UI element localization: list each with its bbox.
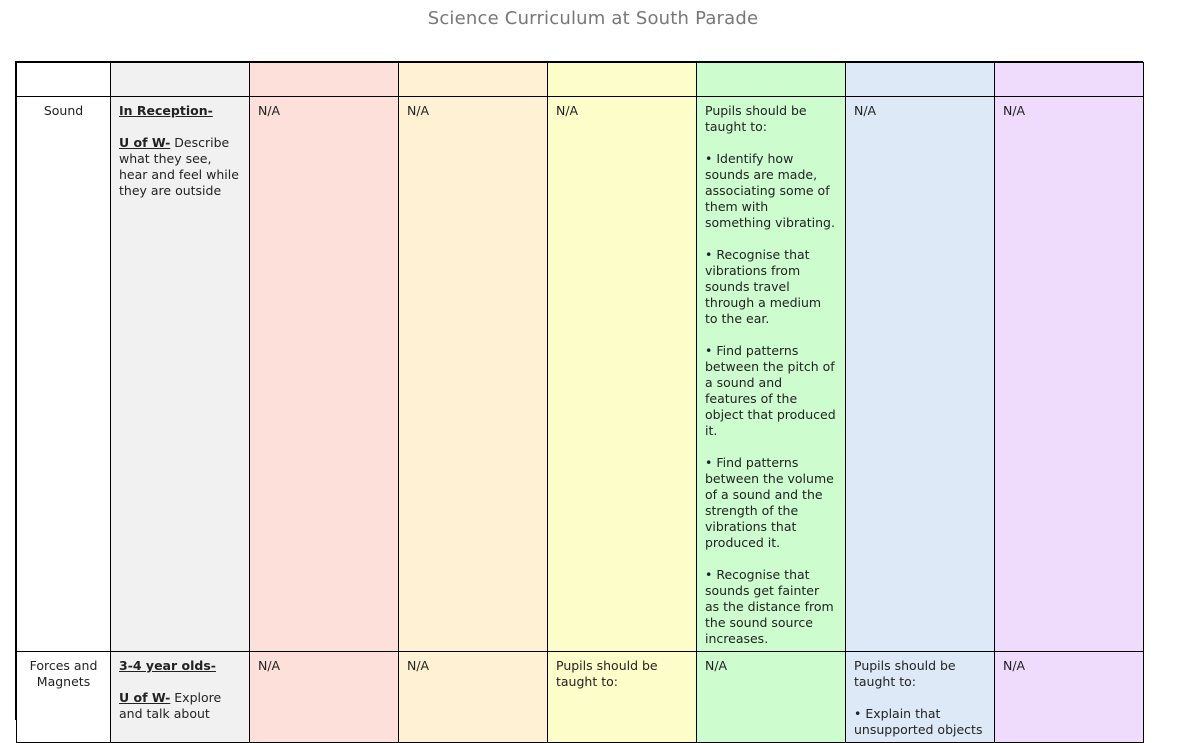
header-cell-col5	[846, 63, 995, 97]
topic-cell: Sound	[17, 97, 111, 652]
eyfs-label: U of W-	[119, 690, 171, 705]
na-cell: N/A	[995, 97, 1144, 652]
objective-item: • Find patterns between the pitch of a sound and features of the object that produced it.	[705, 343, 836, 438]
objective-item: • Recognise that vibrations from sounds travel through a medium to the ear.	[705, 247, 822, 326]
header-cell-col6	[995, 63, 1144, 97]
header-cell-col2	[399, 63, 548, 97]
na-cell: N/A	[399, 97, 548, 652]
eyfs-body: Explore and talk about	[119, 690, 222, 721]
header-cell-col3	[548, 63, 697, 97]
na-cell: N/A	[995, 652, 1144, 743]
na-cell: N/A	[250, 97, 399, 652]
header-cell-col4	[697, 63, 846, 97]
eyfs-text	[119, 135, 241, 199]
na-cell: N/A	[846, 97, 995, 652]
objectives-intro: Pupils should be taught to:	[854, 658, 956, 689]
objective-item: • Recognise that sounds get fainter as the distance from the sound source increases.	[705, 567, 834, 646]
objectives-intro-cell: Pupils should be taught to:	[548, 652, 697, 743]
objectives-cell	[697, 97, 846, 652]
header-cell-eyfs	[111, 63, 250, 97]
header-cell-topic	[17, 63, 111, 97]
objectives-intro: Pupils should be taught to:	[705, 103, 807, 134]
na-cell: N/A	[548, 97, 697, 652]
na-cell: N/A	[399, 652, 548, 743]
objectives-cell	[846, 652, 995, 743]
table-row-sound	[17, 97, 1144, 652]
na-cell: N/A	[697, 652, 846, 743]
eyfs-heading: 3-4 year olds-	[119, 658, 216, 673]
curriculum-table	[15, 61, 1143, 737]
na-cell: N/A	[250, 652, 399, 743]
objective-item: • Explain that unsupported objects	[854, 706, 983, 737]
table-row-forces	[17, 652, 1144, 743]
eyfs-body: Describe what they see, hear and feel while they are outside	[119, 135, 239, 198]
header-cell-col1	[250, 63, 399, 97]
eyfs-text	[119, 690, 241, 722]
topic-cell: Forces and Magnets	[17, 652, 111, 743]
header-row	[17, 63, 1144, 97]
eyfs-cell	[111, 652, 250, 743]
eyfs-cell	[111, 97, 250, 652]
eyfs-heading: In Reception-	[119, 103, 213, 118]
objective-item: • Identify how sounds are made, associating some of them with something vibrating.	[705, 151, 835, 230]
eyfs-label: U of W-	[119, 135, 171, 150]
page-title: Science Curriculum at South Parade	[427, 8, 759, 29]
objective-item: • Find patterns between the volume of a sound and the strength of the vibrations that produced it.	[705, 455, 834, 550]
